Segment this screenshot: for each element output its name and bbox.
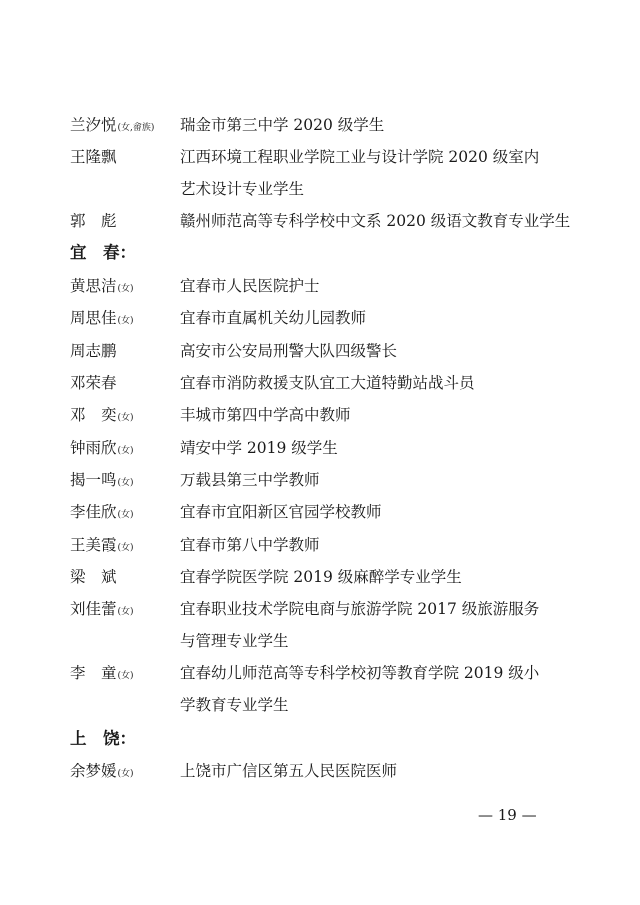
person-note: (女) [117, 510, 134, 520]
person-name-text: 兰汐悦 [70, 116, 117, 134]
person-name-text: 刘佳蕾 [70, 600, 117, 618]
person-name [70, 405, 178, 428]
person-name [70, 147, 178, 167]
person-note: (女) [117, 543, 134, 553]
region-heading: 上 饶： [70, 729, 136, 748]
person-note: (女) [117, 446, 134, 456]
person-name-text: 邓荣春 [70, 374, 117, 392]
person-note: (女) [117, 413, 134, 423]
person-name-text: 郭 彪 [70, 212, 117, 230]
person-name-text: 余梦媛 [70, 762, 117, 780]
person-note: (女) [117, 316, 134, 326]
person-name-text: 周思佳 [70, 309, 117, 327]
person-note: (女) [117, 769, 134, 779]
person-description: 万载县第三中学教师 [180, 471, 320, 489]
person-description: 宜春学院医学院 2019 级麻醉学专业学生 [180, 568, 462, 586]
person-name-text: 周志鹏 [70, 342, 117, 360]
person-description: 宜春市人民医院护士 [180, 277, 320, 295]
person-name [70, 761, 178, 784]
person-name [70, 502, 178, 525]
person-name-text: 梁 斌 [70, 568, 117, 586]
person-name-text: 钟雨欣 [70, 439, 117, 457]
person-description: 上饶市广信区第五人民医院医师 [180, 762, 398, 780]
person-note: (女) [117, 607, 134, 617]
person-description: 宜春市直属机关幼儿园教师 [180, 309, 367, 327]
page-number: — 19 — [478, 806, 537, 824]
person-description: 学教育专业学生 [180, 696, 289, 714]
person-name-text: 王隆飘 [70, 148, 117, 166]
person-description: 宜春市消防救援支队宜工大道特勤站战斗员 [180, 374, 475, 392]
person-name [70, 535, 178, 558]
person-description: 高安市公安局刑警大队四级警长 [180, 342, 398, 360]
person-name [70, 308, 178, 331]
person-note: (女) [117, 284, 134, 294]
person-description: 靖安中学 2019 级学生 [180, 439, 338, 457]
person-note: (女) [117, 671, 134, 681]
person-name [70, 373, 178, 393]
person-name [70, 663, 178, 686]
person-name [70, 438, 178, 461]
person-note: (女,畲族) [117, 123, 155, 133]
person-description: 江西环境工程职业学院工业与设计学院 2020 级室内 [180, 148, 540, 166]
person-description: 丰城市第四中学高中教师 [180, 406, 351, 424]
person-name-text: 李佳欣 [70, 503, 117, 521]
person-name [70, 211, 178, 231]
person-note: (女) [117, 478, 134, 488]
person-description: 赣州师范高等专科学校中文系 2020 级语文教育专业学生 [180, 212, 571, 230]
person-description: 瑞金市第三中学 2020 级学生 [180, 116, 385, 134]
person-description: 宜春市宜阳新区官园学校教师 [180, 503, 382, 521]
person-name-text: 李 童 [70, 664, 117, 682]
person-description: 艺术设计专业学生 [180, 180, 305, 198]
person-name-text: 邓 奕 [70, 406, 117, 424]
person-name [70, 341, 178, 361]
person-name-text: 揭一鸣 [70, 471, 117, 489]
person-name-text: 王美霞 [70, 536, 117, 554]
person-name [70, 115, 178, 138]
person-name [70, 599, 178, 622]
person-description: 与管理专业学生 [180, 632, 289, 650]
person-description: 宜春市第八中学教师 [180, 536, 320, 554]
person-name-text: 黄思洁 [70, 277, 117, 295]
person-description: 宜春幼儿师范高等专科学校初等教育学院 2019 级小 [180, 664, 540, 682]
region-heading: 宜 春： [70, 243, 136, 262]
person-description: 宜春职业技术学院电商与旅游学院 2017 级旅游服务 [180, 600, 540, 618]
person-name [70, 567, 178, 587]
person-name [70, 470, 178, 493]
person-name [70, 276, 178, 299]
